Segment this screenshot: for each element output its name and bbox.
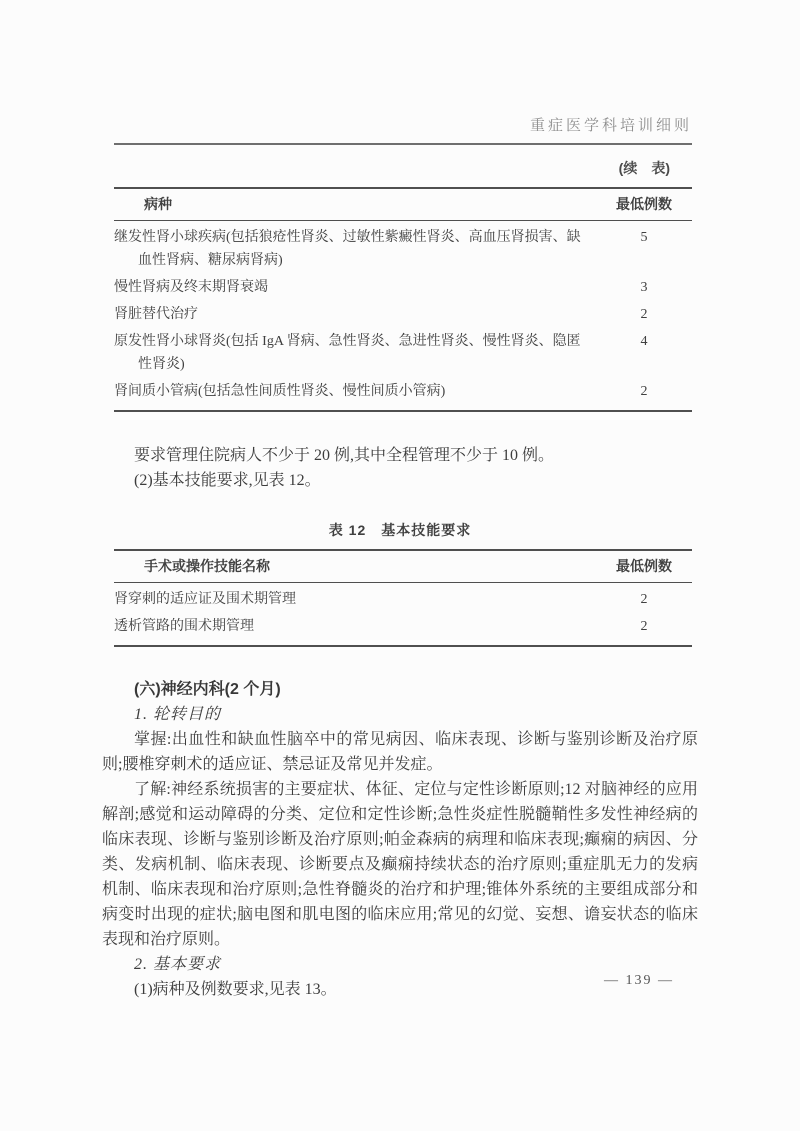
section-heading-neurology: (六)神经内科(2 个月): [134, 681, 281, 698]
page-number: — 139 —: [604, 973, 674, 988]
min-cases-value: 2: [596, 613, 692, 646]
disease-table-head: [114, 188, 692, 221]
continued-table-label: (续 表): [618, 160, 670, 176]
column-header-min-cases: 最低例数: [596, 188, 692, 221]
table-header-row: [114, 550, 692, 583]
skill-table-head: [114, 550, 692, 583]
disease-name: 肾脏替代治疗: [114, 307, 198, 322]
skill-name: 肾穿刺的适应证及围术期管理: [114, 592, 296, 607]
table-row: [114, 583, 692, 614]
min-cases-value: 4: [640, 334, 648, 349]
paragraph-skill-requirement: (2)基本技能要求,见表 12。: [134, 472, 321, 489]
section-item-basic-requirements: 2. 基本要求: [134, 956, 222, 973]
paragraph-case-requirement: (1)病种及例数要求,见表 13。: [134, 981, 337, 998]
table-row: [114, 378, 692, 411]
paragraph-understand: 了解:神经系统损害的主要症状、体征、定位与定性诊断原则;12 对脑神经的应用解剖;感觉和运动障碍的分类、定位和定性诊断;急性炎症性脱髓鞘性多发性神经病的临床表现、诊断与鉴别诊断及治疗原则;帕金森病的病理和临床表现;癫痫的病因、分类、发病机制、临床表现、诊断要点及癫痫持续状态的治疗原则;重症肌无力的发病机制、临床表现和治疗原则;急性脊髓炎的治疗和护理;锥体外系统的主要组成部分和病变时出现的症状;脑电图和肌电图的临床应用;常见的幻觉、妄想、谵妄状态的临床表现和治疗原则。: [102, 781, 698, 948]
table12-caption: 表 12 基本技能要求: [328, 522, 472, 538]
skill-table-12: [114, 549, 692, 647]
paragraph-master: 掌握:出血性和缺血性脑卒中的常见病因、临床表现、诊断与鉴别诊断及治疗原则;腰椎穿刺术的适应证、禁忌证及常见并发症。: [102, 731, 698, 773]
table-row: [114, 301, 692, 328]
table-header-row: [114, 188, 692, 221]
table-row: [114, 328, 692, 378]
column-header-disease: 病种: [114, 188, 596, 221]
disease-name: 原发性肾小球肾炎(包括 IgA 肾病、急性肾炎、急进性肾炎、慢性肾炎、隐匿性肾炎): [114, 334, 581, 372]
min-cases-value: 2: [640, 592, 648, 607]
min-cases-value: 3: [640, 280, 648, 295]
table-row: [114, 274, 692, 301]
disease-name: 肾间质小管病(包括急性间质性肾炎、慢性间质小管病): [114, 378, 596, 411]
paragraph-manage-requirement: 要求管理住院病人不少于 20 例,其中全程管理不少于 10 例。: [134, 447, 555, 464]
skill-table-body: [114, 583, 692, 647]
column-header-skill: 手术或操作技能名称: [114, 550, 596, 583]
disease-table-continued: [114, 187, 692, 412]
min-cases-value: 2: [596, 378, 692, 411]
disease-name: 慢性肾病及终末期肾衰竭: [114, 280, 268, 295]
section-item-rotation-purpose: 1. 轮转目的: [134, 706, 222, 723]
skill-name: 透析管路的围术期管理: [114, 613, 596, 646]
column-header-min-cases: 最低例数: [596, 550, 692, 583]
min-cases-value: 2: [640, 307, 648, 322]
disease-name: 继发性肾小球疾病(包括狼疮性肾炎、过敏性紫癜性肾炎、高血压肾损害、缺血性肾病、糖尿病肾病): [114, 230, 581, 268]
disease-table-body: [114, 221, 692, 412]
min-cases-value: 5: [640, 230, 648, 245]
table-row: [114, 221, 692, 275]
running-header: 重症医学科培训细则: [114, 0, 692, 145]
table-row: [114, 613, 692, 646]
